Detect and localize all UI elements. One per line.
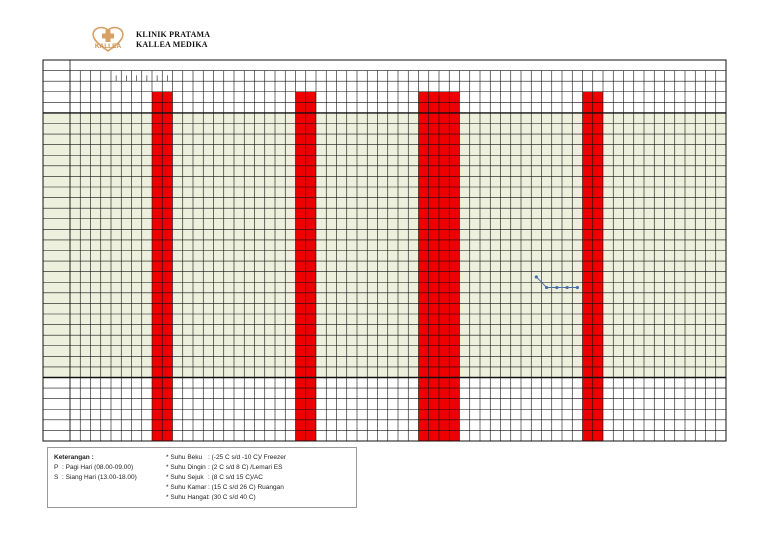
reading-point bbox=[576, 286, 579, 289]
legend-title: Keterangan : bbox=[54, 454, 94, 461]
legend-row-p bbox=[54, 463, 137, 473]
legend-codes bbox=[54, 453, 137, 483]
legend-value: : (30 C s/d 40 C) bbox=[208, 494, 256, 501]
red-column bbox=[583, 92, 593, 441]
red-column bbox=[593, 92, 603, 441]
reading-point bbox=[555, 286, 558, 289]
red-column bbox=[152, 92, 162, 441]
red-column bbox=[162, 92, 172, 441]
reading-point bbox=[545, 286, 548, 289]
legend-value: : (-25 C s/d -10 C)/ Freezer bbox=[208, 454, 287, 461]
legend-value: : (15 C s/d 26 C) Ruangan bbox=[208, 484, 284, 491]
legend-key: * Suhu Sejuk bbox=[166, 474, 204, 481]
legend-row-dingin bbox=[166, 463, 286, 473]
red-column bbox=[296, 92, 306, 441]
legend-temperatures bbox=[166, 453, 286, 503]
legend-key: * Suhu Hangat bbox=[166, 494, 209, 501]
legend-code: S bbox=[54, 474, 59, 481]
legend-desc: : Siang Hari (13.00-18.00) bbox=[62, 474, 137, 481]
clinic-name-line2: KALLEA MEDIKA bbox=[136, 40, 208, 49]
red-column bbox=[439, 92, 449, 441]
legend-row-hangat bbox=[166, 493, 286, 503]
legend-value: : (2 C s/d 8 C) /Lemari ES bbox=[208, 464, 283, 471]
legend-code: P bbox=[54, 464, 59, 471]
legend-row-s bbox=[54, 473, 137, 483]
reading-point bbox=[566, 286, 569, 289]
legend-row-sejuk bbox=[166, 473, 286, 483]
legend-value: : (8 C s/d 15 C)/AC bbox=[208, 474, 263, 481]
clinic-name-line1: KLINIK PRATAMA bbox=[136, 30, 211, 39]
legend-row-kamar bbox=[166, 483, 286, 493]
red-column bbox=[449, 92, 459, 441]
red-column bbox=[419, 92, 429, 441]
red-column bbox=[429, 92, 439, 441]
legend-key: * Suhu Kamar bbox=[166, 484, 207, 491]
legend-key: * Suhu Dingin bbox=[166, 464, 206, 471]
legend-row-beku bbox=[166, 453, 286, 463]
legend-desc: : Pagi Hari (08.00-09.00) bbox=[62, 464, 134, 471]
legend-key: * Suhu Beku bbox=[166, 454, 203, 461]
legend-box bbox=[47, 447, 357, 508]
reading-point bbox=[535, 275, 538, 278]
red-column bbox=[306, 92, 316, 441]
logo-text: KALLEA bbox=[94, 43, 122, 50]
